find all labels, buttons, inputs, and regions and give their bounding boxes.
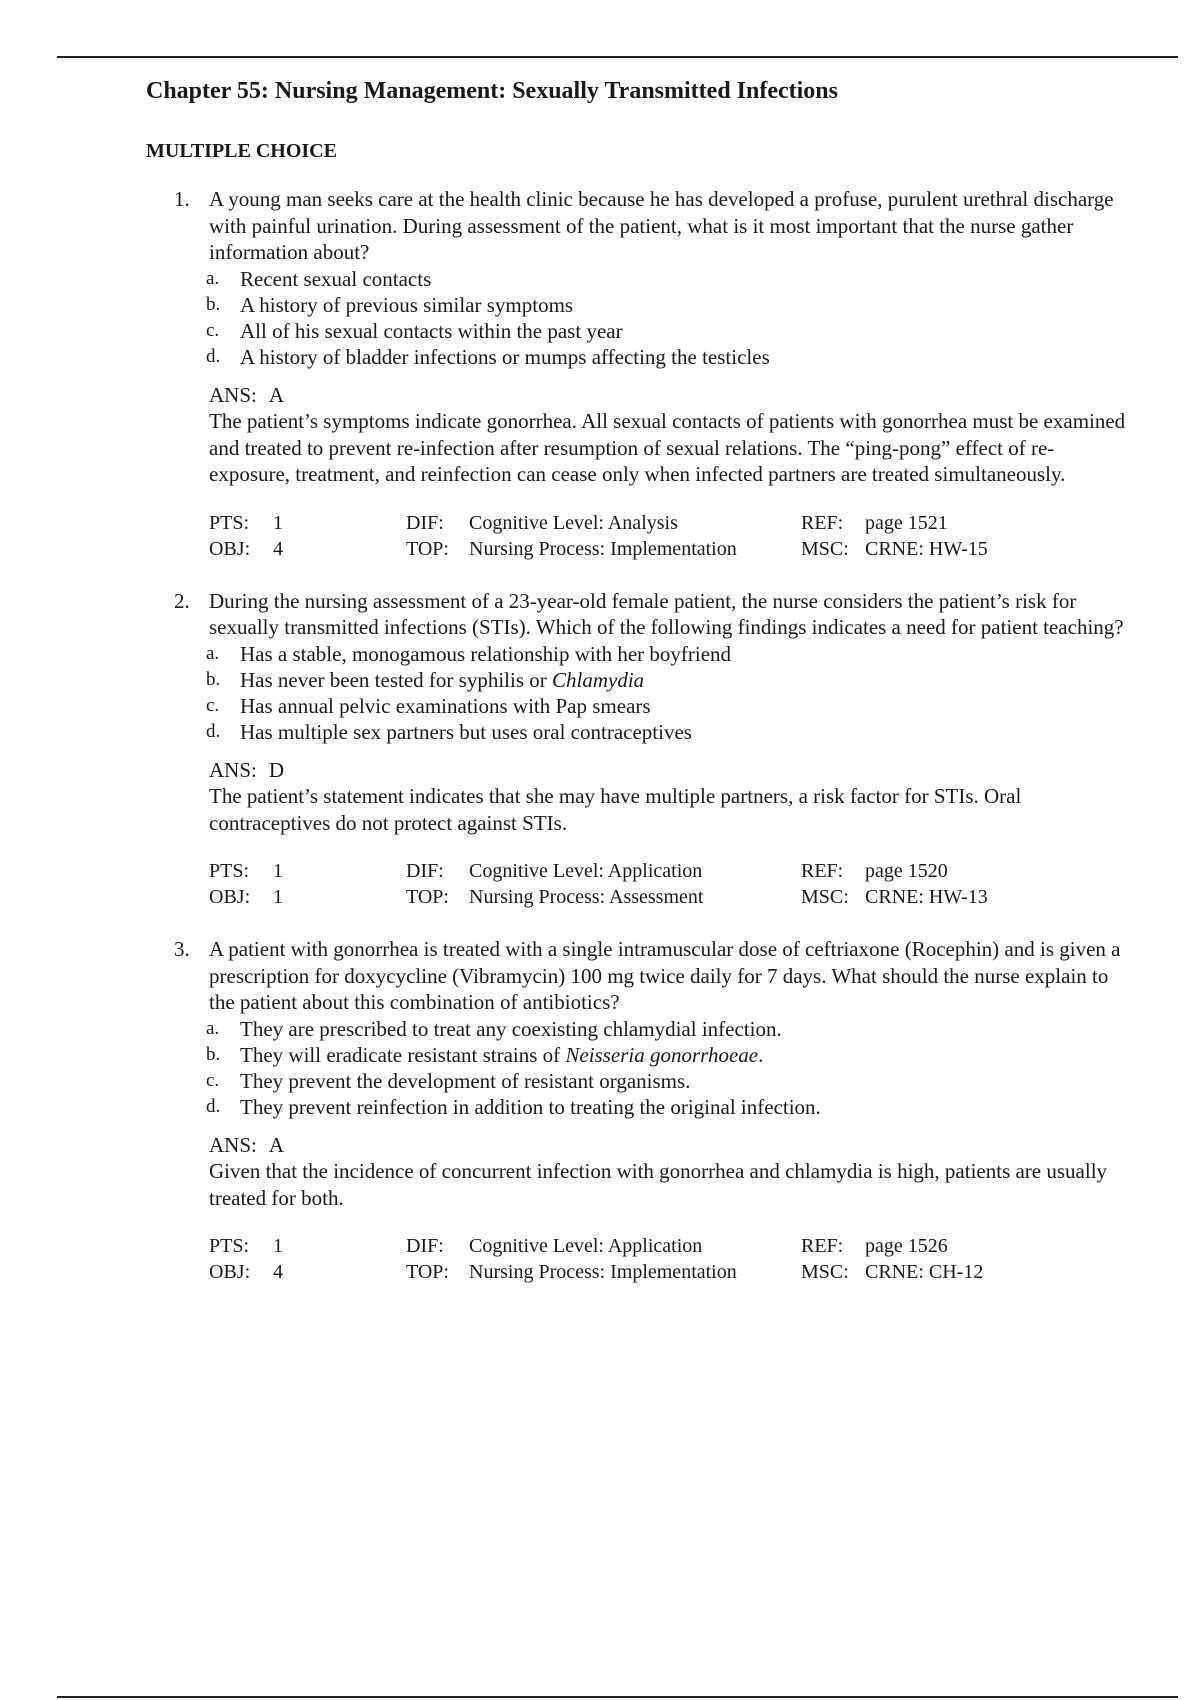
choice-text: They are prescribed to treat any coexisting chlamydial infection. — [240, 1016, 782, 1041]
answer-value: D — [268, 757, 285, 782]
meta-msc: MSC: CRNE: HW-15 — [801, 537, 988, 560]
answer-line — [209, 1132, 1126, 1159]
rationale: The patient’s symptoms indicate gonorrhea. All sexual contacts of patients with gonorrhea must be examined and treated to prevent re-infection after resumption of sexual relations. The “ping-pong” effect of re-exposure, treatment, and reinfection can cease only when infected partners are treated simultaneously. — [209, 409, 1126, 486]
meta-dif: DIF: Cognitive Level: Application — [406, 860, 703, 882]
meta-pts: PTS: 1 — [209, 860, 283, 882]
meta-top: TOP: Nursing Process: Assessment — [406, 886, 704, 908]
choice-letter: d. — [206, 720, 221, 742]
choice-letter: a. — [206, 267, 220, 289]
meta-obj: OBJ: 1 — [209, 886, 283, 908]
meta-ref: REF: page 1521 — [801, 511, 948, 534]
answer-block — [209, 757, 1126, 837]
answer-label: ANS: — [209, 1132, 257, 1157]
choice-a — [206, 266, 1126, 292]
meta-msc: MSC: CRNE: CH-12 — [801, 1261, 984, 1283]
answer-block — [209, 1132, 1126, 1212]
meta-dif: DIF: Cognitive Level: Application — [406, 1235, 703, 1257]
question-2 — [146, 588, 1126, 911]
choice-text: All of his sexual contacts within the past year — [240, 318, 623, 343]
choice-text: Has annual pelvic examinations with Pap smears — [240, 693, 651, 718]
chapter-title: Chapter 55: Nursing Management: Sexually Transmitted Infections — [146, 78, 838, 104]
choice-letter: b. — [206, 1043, 221, 1065]
meta-dif: DIF: Cognitive Level: Analysis — [406, 511, 678, 534]
meta-msc: MSC: CRNE: HW-13 — [801, 886, 988, 908]
choice-b — [206, 292, 1126, 318]
section-heading: MULTIPLE CHOICE — [146, 140, 337, 162]
choice-b — [206, 1042, 1126, 1068]
choice-d — [206, 344, 1126, 370]
question-stem: A patient with gonorrhea is treated with a single intramuscular dose of ceftriaxone (Rocephin) and is given a prescription for doxycycline (Vibramycin) 100 mg twice daily for 7 days. What should the nurse explain to the patient about this combination of antibiotics? — [209, 937, 1121, 1014]
meta-ref: REF: page 1526 — [801, 1235, 948, 1257]
choice-text: Recent sexual contacts — [240, 266, 432, 291]
choice-text-italic: Chlamydia — [552, 667, 645, 692]
answer-line — [209, 382, 1126, 409]
choice-letter: d. — [206, 345, 221, 367]
meta-top: TOP: Nursing Process: Implementation — [406, 1261, 737, 1283]
meta-obj: OBJ: 4 — [209, 537, 283, 560]
question-metadata — [209, 510, 1126, 562]
question-1 — [146, 186, 1126, 562]
answer-value: A — [268, 1132, 285, 1157]
choice-text: Has a stable, monogamous relationship with her boyfriend — [240, 641, 732, 666]
meta-ref: REF: page 1520 — [801, 860, 948, 882]
answer-label: ANS: — [209, 382, 257, 407]
choice-c — [206, 693, 1126, 719]
question-number: 1. — [174, 187, 190, 211]
bottom-rule — [57, 1696, 1178, 1698]
meta-top: TOP: Nursing Process: Implementation — [406, 537, 737, 560]
choice-text: They prevent the development of resistant organisms. — [240, 1068, 691, 1093]
choice-text: A history of previous similar symptoms — [240, 292, 574, 317]
answer-label: ANS: — [209, 757, 257, 782]
choice-a — [206, 1016, 1126, 1042]
choice-c — [206, 1068, 1126, 1094]
choice-text-suffix: . — [758, 1042, 764, 1067]
choice-d — [206, 1094, 1126, 1120]
question-3 — [146, 936, 1126, 1285]
answer-value: A — [268, 382, 285, 407]
meta-obj: OBJ: 4 — [209, 1261, 283, 1283]
choice-a — [206, 641, 1126, 667]
choice-letter: c. — [206, 694, 220, 716]
top-rule — [57, 56, 1178, 58]
question-metadata — [209, 1233, 1126, 1285]
choice-letter: a. — [206, 642, 220, 664]
choice-letter: c. — [206, 1069, 220, 1091]
choice-text: They prevent reinfection in addition to treating the original infection. — [240, 1094, 821, 1119]
choice-letter: b. — [206, 293, 221, 315]
rationale: The patient’s statement indicates that she may have multiple partners, a risk factor for STIs. Oral contraceptives do not protect against STIs. — [209, 784, 1022, 835]
meta-pts: PTS: 1 — [209, 511, 283, 534]
choice-text: Has never been tested for syphilis or — [240, 667, 552, 692]
choice-c — [206, 318, 1126, 344]
rationale: Given that the incidence of concurrent infection with gonorrhea and chlamydia is high, patients are usually treated for both. — [209, 1159, 1108, 1210]
answer-block — [209, 382, 1126, 488]
question-stem: A young man seeks care at the health clinic because he has developed a profuse, purulent urethral discharge with painful urination. During assessment of the patient, what is it most important that the nurse gather information about? — [209, 187, 1114, 264]
choice-letter: d. — [206, 1095, 221, 1117]
choice-letter: c. — [206, 319, 220, 341]
question-metadata — [209, 858, 1126, 910]
document-body — [146, 70, 1126, 1311]
question-number: 2. — [174, 588, 190, 613]
question-list — [146, 186, 1126, 1285]
question-number: 3. — [174, 937, 190, 961]
meta-pts: PTS: 1 — [209, 1235, 283, 1257]
choice-d — [206, 719, 1126, 745]
question-stem: During the nursing assessment of a 23-year-old female patient, the nurse considers the patient’s risk for sexually transmitted infections (STIs). Which of the following findings indicates a need for patient teaching? — [209, 588, 1124, 639]
choice-letter: a. — [206, 1017, 220, 1039]
choice-b — [206, 667, 1126, 693]
choice-text-italic: Neisseria gonorrhoeae — [565, 1042, 759, 1067]
choice-text: Has multiple sex partners but uses oral contraceptives — [240, 719, 692, 744]
choice-text: They will eradicate resistant strains of — [240, 1042, 566, 1067]
choice-letter: b. — [206, 668, 221, 690]
choice-text: A history of bladder infections or mumps affecting the testicles — [240, 344, 770, 369]
answer-line — [209, 757, 1126, 784]
